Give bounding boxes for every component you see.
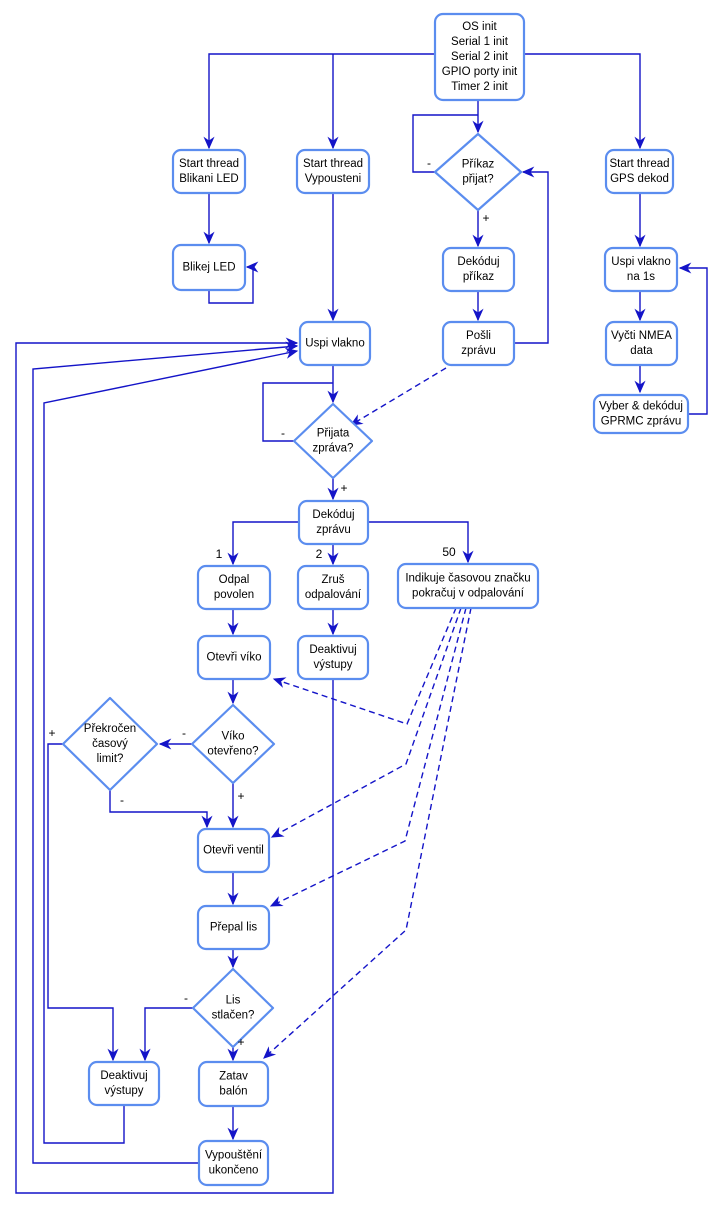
- node-prepal-lis: [198, 906, 269, 949]
- node-otevri-ventil: [198, 829, 269, 872]
- branch-label: +: [237, 1035, 245, 1049]
- node-viko-otevreno: [192, 705, 274, 783]
- node-deaktivuj-vystupy-dolni: [89, 1062, 159, 1105]
- branch-label: -: [120, 793, 124, 807]
- node-posli-zpravu: [443, 322, 514, 365]
- branch-label: 50: [442, 545, 456, 559]
- node-vypousteni-ukonceno: [199, 1141, 268, 1185]
- svg-text:Dekódujzprávu: Dekóduj zprávu: [312, 509, 355, 536]
- edge-deaktivuj-vystupy-horni-to-uspi-vlakno: [16, 343, 333, 1193]
- svg-text:Přijatazpráva?: Přijata zpráva?: [312, 427, 354, 455]
- svg-text:Dekódujpříkaz: Dekóduj příkaz: [457, 256, 500, 283]
- svg-text:Start threadBlikani LED: Start thread Blikani LED: [178, 158, 240, 185]
- node-vycti-nmea: [606, 322, 677, 365]
- node-dekoduj-zpravu: [299, 501, 368, 544]
- node-vyber-gprmc: [594, 395, 688, 433]
- branch-label: -: [281, 426, 285, 440]
- branch-label: +: [237, 789, 245, 803]
- edge-dekoduj-zpravu-to-odpal-povolen: [233, 522, 299, 564]
- branch-label: 1: [215, 547, 223, 561]
- node-prekrocen-limit: [63, 698, 157, 790]
- svg-text:Vypouštěníukončeno: Vypouštění ukončeno: [204, 1149, 263, 1177]
- svg-text:Deaktivujvýstupy: Deaktivuj výstupy: [309, 644, 357, 671]
- svg-text:Vyber & dekódujGPRMC zprávu: Vyber & dekóduj GPRMC zprávu: [599, 400, 683, 428]
- branch-label: -: [182, 726, 186, 740]
- node-start-thread-gps: [606, 150, 673, 193]
- svg-text:Deaktivujvýstupy: Deaktivuj výstupy: [100, 1070, 148, 1097]
- svg-text:Start threadGPS dekod: Start thread GPS dekod: [609, 158, 670, 185]
- svg-text:Příkazpřijat?: Příkaz přijat?: [461, 158, 495, 186]
- svg-text:Indikuje časovou značkupokraču: Indikuje časovou značku pokračuj v odpalování: [405, 572, 531, 600]
- node-os-init: [435, 14, 524, 100]
- svg-text:Zatavbalón: Zatav balón: [219, 1070, 248, 1098]
- branch-label: 2: [315, 547, 323, 561]
- node-otevri-viko: [198, 636, 270, 679]
- node-prijata-zprava: [294, 404, 372, 478]
- node-prikaz-prijat: [435, 134, 521, 210]
- svg-text:Zrušodpalování: Zruš odpalování: [304, 574, 362, 601]
- svg-text:Překročenčasovýlimit?: Překročen časový limit?: [83, 723, 137, 765]
- branch-label: -: [184, 991, 188, 1005]
- svg-text:Uspi vlaknona 1s: Uspi vlakno na 1s: [611, 256, 671, 283]
- edge-os-init-to-start-thread-blikani: [209, 54, 435, 148]
- node-start-thread-vypousteni: [297, 150, 369, 193]
- node-lis-stlacen: [193, 969, 273, 1047]
- node-indikuje-znacku: [398, 564, 538, 608]
- edge-posli-zpravu-to-prikaz-prijat: [514, 172, 548, 343]
- branch-label: +: [340, 481, 348, 495]
- svg-text:Odpalpovolen: Odpal povolen: [213, 574, 255, 601]
- svg-text:Otevři víko: Otevři víko: [206, 651, 262, 664]
- node-zatav-balon: [199, 1062, 268, 1106]
- node-odpal-povolen: [198, 566, 270, 609]
- svg-text:Start threadVypousteni: Start thread Vypousteni: [302, 158, 364, 185]
- node-start-thread-blikani: [173, 150, 245, 193]
- svg-text:Vyčti NMEAdata: Vyčti NMEA data: [611, 330, 672, 357]
- svg-text:Blikej LED: Blikej LED: [182, 261, 236, 274]
- edge-posli-zpravu-to-prijata-zprava: [351, 368, 446, 425]
- node-dekoduj-prikaz: [443, 248, 514, 291]
- edge-vyber-gprmc-to-uspi-vlakno-1s: [680, 268, 707, 414]
- node-zrus-odpalovani: [298, 566, 368, 609]
- svg-text:OS initSerial 1 initSerial 2 i: OS init Serial 1 init Serial 2 init GPIO porty init Timer 2 init: [441, 21, 518, 93]
- edge-lis-stlacen-to-deaktivuj-vystupy-dolni: [145, 1008, 194, 1060]
- svg-text:Uspi vlakno: Uspi vlakno: [305, 337, 365, 350]
- edge-os-init-to-start-thread-gps: [524, 54, 640, 148]
- node-deaktivuj-vystupy-horni: [298, 636, 368, 679]
- svg-text:Lisstlačen?: Lis stlačen?: [211, 994, 255, 1022]
- svg-text:Přepal lis: Přepal lis: [209, 921, 258, 934]
- svg-text:Otevři ventil: Otevři ventil: [203, 844, 264, 857]
- node-blikej-led: [173, 245, 245, 290]
- branch-label: -: [427, 156, 431, 170]
- edge-prekrocen-limit-to-deaktivuj-vystupy-dolni: [48, 744, 113, 1060]
- branch-label: +: [482, 211, 490, 225]
- node-uspi-vlakno-1s: [605, 248, 677, 291]
- edge-prekrocen-limit-to-otevri-ventil: [110, 790, 207, 827]
- svg-text:Pošlizprávu: Pošli zprávu: [461, 330, 496, 357]
- node-uspi-vlakno: [300, 322, 370, 365]
- svg-text:Víkootevřeno?: Víko otevřeno?: [207, 730, 259, 758]
- branch-label: +: [48, 726, 56, 740]
